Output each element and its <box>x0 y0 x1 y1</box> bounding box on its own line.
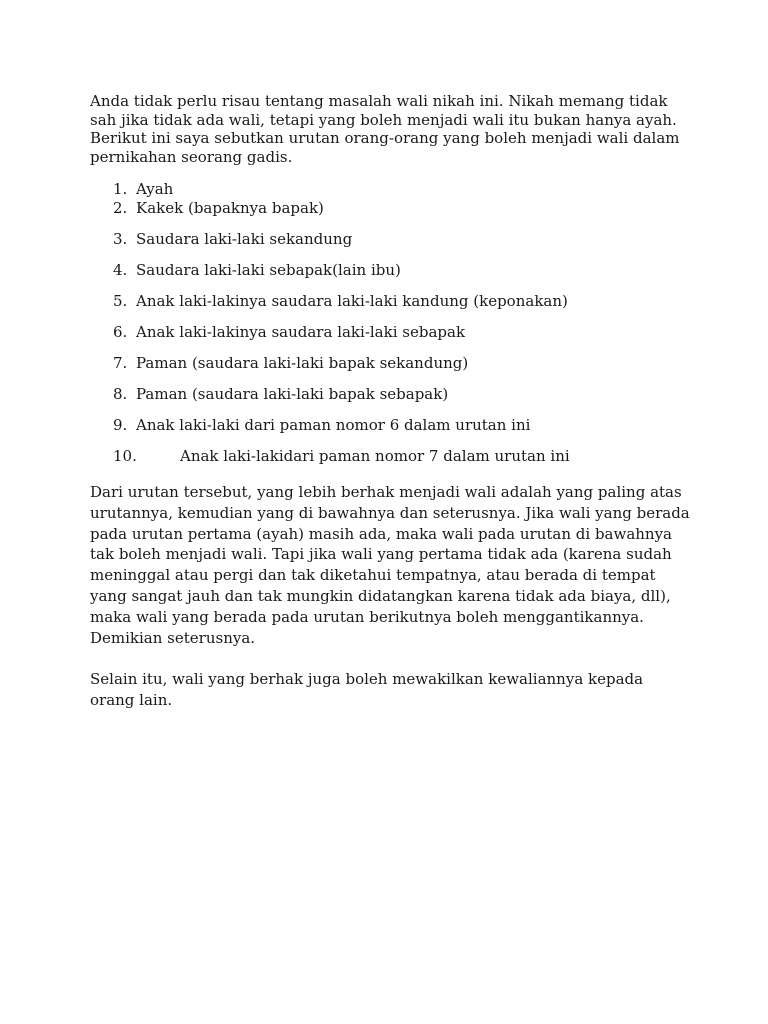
list-item-text: Anak laki-laki dari paman nomor 6 dalam urutan ini <box>136 416 531 434</box>
list-item-text: Paman (saudara laki-laki bapak sekandung) <box>136 354 469 372</box>
list-item-number: 5. <box>113 292 128 310</box>
list-item-number: 4. <box>113 261 128 279</box>
list-item-text: Saudara laki-laki sekandung <box>136 230 353 248</box>
list-item-number: 8. <box>113 385 128 403</box>
list-item-text: Saudara laki-laki sebapak(lain ibu) <box>136 261 401 279</box>
list-item-number: 1. <box>113 180 128 198</box>
list-item-text: Anak laki-lakidari paman nomor 7 dalam urutan ini <box>180 447 570 465</box>
list-item-text: Ayah <box>136 180 174 198</box>
list-item-number: 2. <box>113 199 128 217</box>
list-item-text: Kakek (bapaknya bapak) <box>136 199 324 217</box>
list-item-text: Anak laki-lakinya saudara laki-laki sebapak <box>136 323 466 341</box>
closing-paragraph: Selain itu, wali yang berhak juga boleh mewakilkan kewaliannya kepada orang lain. <box>90 670 644 709</box>
list-item-text: Anak laki-lakinya saudara laki-laki kandung (keponakan) <box>136 292 568 310</box>
list-item-number: 9. <box>113 416 128 434</box>
list-item-number: 3. <box>113 230 128 248</box>
explanation-paragraph: Dari urutan tersebut, yang lebih berhak menjadi wali adalah yang paling atas urutannya, kemudian yang di bawahnya dan seterusnya. Jika wali yang berada pada urutan pertama (ayah) masih ada, maka wali pada urutan di bawahnya tak boleh menjadi wali. Tapi jika wali yang pertama tidak ada (karena sudah meninggal atau pergi dan tak diketahui tempatnya, atau berada di tempat yang sangat jauh dan tak mungkin didatangkan karena tidak ada biaya, dll), maka wali yang berada pada urutan berikutnya boleh menggantikannya. Demikian seterusnya. <box>90 483 690 647</box>
list-item-number: 7. <box>113 354 128 372</box>
list-item-number: 6. <box>113 323 128 341</box>
list-item-text: Paman (saudara laki-laki bapak sebapak) <box>136 385 449 403</box>
intro-paragraph: Anda tidak perlu risau tentang masalah wali nikah ini. Nikah memang tidak sah jika tidak ada wali, tetapi yang boleh menjadi wali itu bukan hanya ayah. Berikut ini saya sebutkan urutan orang-orang yang boleh menjadi wali dalam pernikahan seorang gadis. <box>90 92 680 166</box>
list-item-number: 10. <box>113 447 137 465</box>
